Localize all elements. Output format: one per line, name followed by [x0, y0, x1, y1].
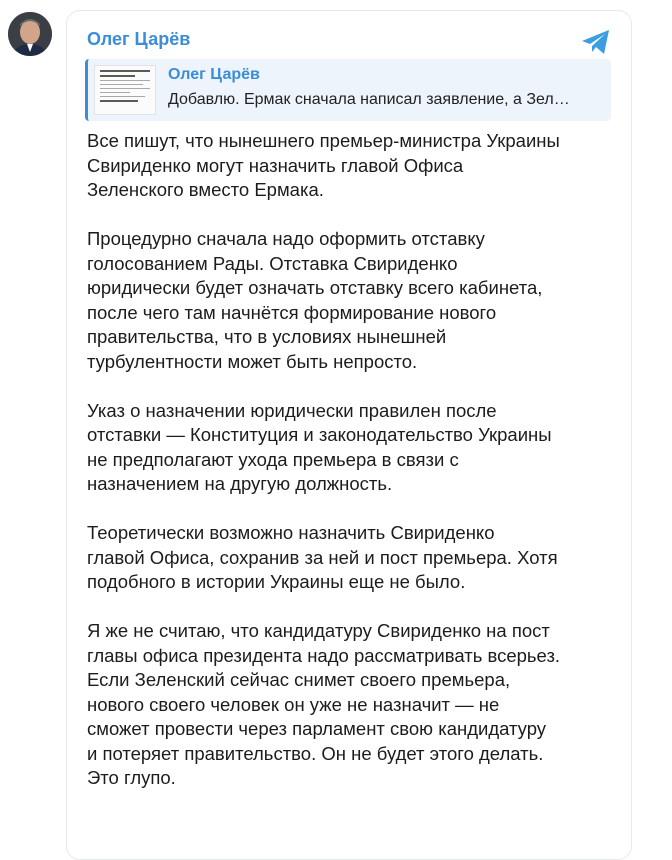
text-line: Я же не считаю, что кандидатуру Свириденко на пост	[87, 620, 550, 641]
message-paragraph	[87, 399, 617, 497]
text-line: Все пишут, что нынешнего премьер-министра Украины	[87, 130, 560, 151]
text-line: подобного в истории Украины еще не было.	[87, 571, 466, 592]
text-line: турбулентности может быть непросто.	[87, 350, 418, 372]
text-line: главой Офиса, сохранив за ней и пост премьера. Хотя	[87, 546, 558, 568]
text-line: не предполагают ухода премьера в связи с	[87, 448, 459, 470]
text-line: нового своего человек он уже не назначит — не	[87, 693, 500, 715]
text-line: Это глупо.	[87, 767, 176, 788]
avatar[interactable]	[8, 12, 52, 56]
message-card	[66, 10, 632, 860]
text-line: Указ о назначении юридически правилен после	[87, 399, 497, 421]
text-line: Теоретически возможно назначить Свириденко	[87, 522, 495, 543]
message-paragraph	[87, 129, 617, 203]
message-paragraph	[87, 521, 617, 595]
message-paragraph	[87, 619, 617, 791]
text-line: правительства, что в условиях нынешней	[87, 326, 447, 347]
text-line: после чего там начнётся формирование нового	[87, 301, 497, 323]
message-paragraph	[87, 227, 617, 374]
text-line: сможет провести через парламент свою кандидатуру	[87, 718, 547, 739]
reply-text: Добавлю. Ермак сначала написал заявление, а Зел…	[168, 91, 570, 108]
message-body	[87, 129, 617, 815]
text-line: и потеряет правительство. Он не будет этого делать.	[87, 742, 544, 764]
text-line: голосованием Рады. Отставка Свириденко	[87, 252, 458, 274]
text-line: Зеленского вместо Ермака.	[87, 179, 324, 200]
text-line: Свириденко могут назначить главой Офиса	[87, 154, 464, 176]
text-line: главы офиса президента надо рассматривать всерьез.	[87, 644, 561, 666]
text-line: отставки — Конституция и законодательство Украины	[87, 424, 552, 445]
reply-author: Олег Царёв	[168, 66, 260, 83]
telegram-icon[interactable]	[581, 29, 611, 55]
text-line: Процедурно сначала надо оформить отставку	[87, 228, 485, 249]
text-line: назначением на другую должность.	[87, 473, 393, 494]
text-line: юридически будет означать отставку всего кабинета,	[87, 277, 543, 298]
reply-preview[interactable]	[85, 59, 611, 121]
reply-thumbnail	[94, 65, 156, 115]
author-name[interactable]: Олег Царёв	[87, 29, 191, 49]
text-line: Если Зеленский сейчас снимет своего премьера,	[87, 669, 511, 690]
